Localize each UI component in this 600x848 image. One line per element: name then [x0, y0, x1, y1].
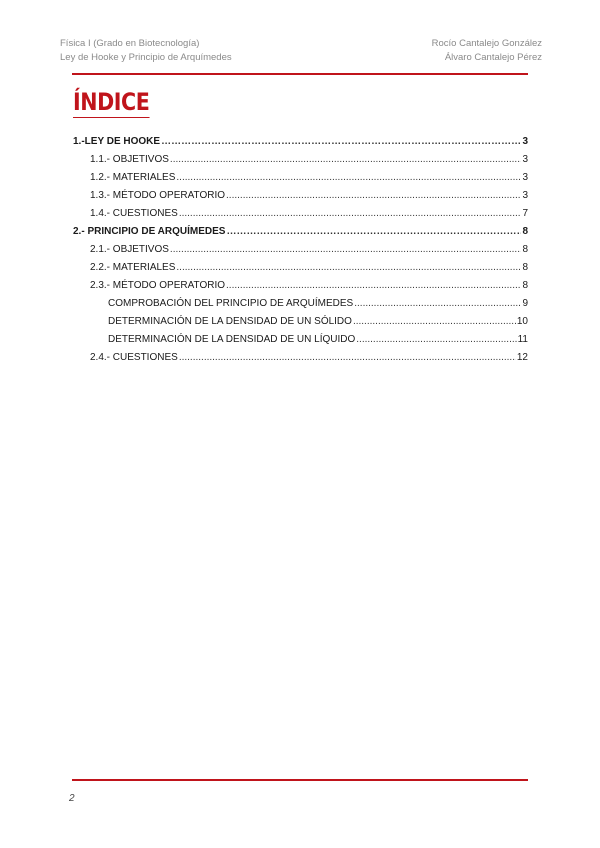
toc-leader-dots	[176, 172, 521, 183]
header-author-2: Álvaro Cantalejo Pérez	[444, 51, 542, 63]
toc-leader-dots	[226, 190, 521, 201]
header-course: Física I (Grado en Biotecnología)	[60, 38, 200, 49]
toc-entry-page: 8	[522, 244, 528, 255]
toc-entry[interactable]	[73, 154, 528, 172]
toc-leader-dots	[179, 352, 516, 363]
toc-entry-page: 10	[516, 316, 528, 327]
toc-leader-dots	[356, 334, 516, 345]
toc-entry[interactable]	[73, 334, 528, 352]
table-of-contents	[73, 136, 528, 370]
toc-entry-label: 2.1.- OBJETIVOS	[90, 244, 169, 255]
header-left	[60, 37, 232, 64]
toc-leader-dots	[161, 136, 521, 147]
toc-entry[interactable]	[73, 352, 528, 370]
toc-entry-page: 11	[517, 334, 528, 345]
toc-entry[interactable]	[73, 244, 528, 262]
toc-entry[interactable]	[73, 208, 528, 226]
toc-entry[interactable]	[73, 262, 528, 280]
header-topic: Ley de Hooke y Principio de Arquímedes	[60, 51, 232, 63]
footer-divider	[72, 779, 528, 781]
toc-entry[interactable]	[73, 172, 528, 190]
toc-entry-page: 8	[522, 280, 528, 291]
toc-entry-page: 3	[522, 190, 528, 201]
toc-entry-page: 7	[522, 208, 528, 219]
toc-leader-dots	[179, 208, 522, 219]
toc-entry-label: COMPROBACIÓN DEL PRINCIPIO DE ARQUÍMEDES	[108, 298, 354, 309]
toc-entry[interactable]	[73, 136, 528, 154]
toc-leader-dots	[354, 298, 521, 309]
toc-entry[interactable]	[73, 280, 528, 298]
toc-leader-dots	[176, 262, 521, 273]
toc-entry-page: 8	[522, 262, 528, 273]
toc-entry-page: 9	[522, 298, 528, 309]
toc-entry-page: 3	[522, 172, 528, 183]
page-number: 2	[69, 793, 75, 804]
toc-entry[interactable]	[73, 226, 528, 244]
toc-entry-label: 2.2.- MATERIALES	[90, 262, 176, 273]
toc-leader-dots	[170, 154, 522, 165]
toc-leader-dots	[226, 226, 521, 237]
toc-entry-label: 1.1.- OBJETIVOS	[90, 154, 169, 165]
toc-entry-page: 8	[522, 226, 528, 237]
toc-entry-label: 1.-LEY DE HOOKE	[73, 136, 161, 147]
toc-entry[interactable]	[73, 316, 528, 334]
toc-entry-label: 2.4.- CUESTIONES	[90, 352, 178, 363]
toc-leader-dots	[226, 280, 521, 291]
header-right	[432, 37, 542, 64]
toc-entry-page: 3	[522, 136, 528, 147]
header-divider	[72, 73, 528, 75]
toc-leader-dots	[353, 316, 516, 327]
toc-entry-label: DETERMINACIÓN DE LA DENSIDAD DE UN LÍQUIDO	[108, 334, 356, 345]
toc-entry-label: 2.3.- MÉTODO OPERATORIO	[90, 280, 226, 291]
toc-entry-label: 1.2.- MATERIALES	[90, 172, 176, 183]
page-title: ÍNDICE	[73, 88, 150, 116]
toc-entry-page: 3	[522, 154, 528, 165]
toc-entry-label: 1.3.- MÉTODO OPERATORIO	[90, 190, 226, 201]
toc-entry[interactable]	[73, 190, 528, 208]
toc-entry-label: 2.- PRINCIPIO DE ARQUÍMEDES	[73, 226, 226, 237]
toc-entry-label: 1.4.- CUESTIONES	[90, 208, 178, 219]
header-author-1: Rocío Cantalejo González	[431, 38, 542, 49]
toc-entry[interactable]	[73, 298, 528, 316]
toc-entry-label: DETERMINACIÓN DE LA DENSIDAD DE UN SÓLIDO	[108, 316, 352, 327]
toc-entry-page: 12	[516, 352, 528, 363]
toc-leader-dots	[170, 244, 522, 255]
